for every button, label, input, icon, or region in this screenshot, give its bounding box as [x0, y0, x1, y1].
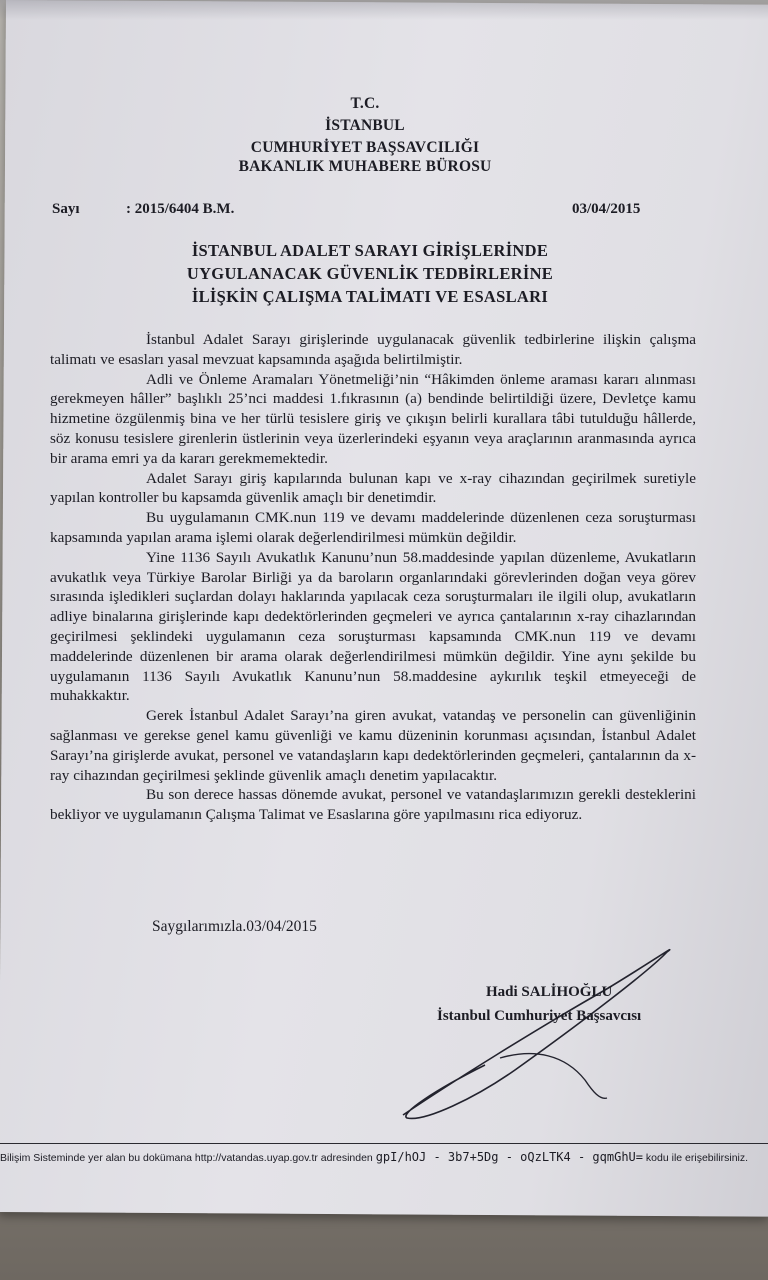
- closing-salutation: Saygılarımızla.03/04/2015: [152, 918, 317, 935]
- document-body: [50, 330, 696, 825]
- header-city: İSTANBUL: [325, 117, 405, 134]
- body-paragraph: Yine 1136 Sayılı Avukatlık Kanunu’nun 58.maddesinde yapılan düzenleme, Avukatların avukatlık veya Türkiye Barolar Birliği ya da baroların organlarındaki görevlerinden doğan veya görev sırasında işledikleri suçlardan dolayı haklarında yapılacak ceza soruşturmaları ile ilgili olup, avukatların adliye binalarına girişlerinde kapı dedektörlerinden geçmeleri ve ayrıca çantalarının x-ray cihazlarından geçirilmesi şeklindeki uygulamanın ceza soruşturması kapsamında CMK.nun 119 ve devamı maddelerinde düzenlenen bir arama olarak değerlendirilmesi mümkün değildir. Yine aynı şekilde bu uygulamanın 1136 Sayılı Avukatlık Kanunu’nun 58.maddesine aykırılık teşkil etmeyeceği de muhakkaktır.: [50, 548, 696, 705]
- header-office: CUMHURİYET BAŞSAVCILIĞI: [250, 139, 480, 156]
- document-date: 03/04/2015: [572, 201, 641, 217]
- header-bureau: BAKANLIK MUHABERE BÜROSU: [238, 158, 492, 175]
- signatory-name: Hadi SALİHOĞLU: [486, 984, 613, 1000]
- footer-divider: [0, 1143, 768, 1144]
- footer-verification: [0, 1150, 768, 1180]
- sayi-label: Sayı: [52, 201, 80, 217]
- signatory-title: İstanbul Cumhuriyet Başsavcısı: [437, 1008, 642, 1024]
- document-title-line-1: İSTANBUL ADALET SARAYI GİRİŞLERİNDE: [191, 241, 549, 260]
- body-paragraph: Adli ve Önleme Aramaları Yönetmeliği’nin “Hâkimden önleme araması kararı alınması gerekmeyen hâller” başlıklı 25’nci maddesi 1.fıkrasının (a) bendinde belirtildiği üzere, Devletçe kamu hizmetine özgülenmiş bina ve her türlü tesislere giriş ve çıkışın belirli kurallara tâbi tutulduğu hâllerde, söz konusu tesislere girenlerin üstlerinin veya üzerlerindeki eşyanın veya araçlarının aranmasında ayrıca bir arama emri ya da kararı gerekmemektedir.: [50, 370, 696, 467]
- footer-prefix: Bilişim Sisteminde yer alan bu dokümana http://vatandas.uyap.gov.tr adresinden: [0, 1152, 373, 1164]
- header-tc: T.C.: [350, 95, 380, 112]
- body-paragraph: İstanbul Adalet Sarayı girişlerinde uygulanacak güvenlik tedbirlerine ilişkin çalışma talimatı ve esasları yasal mevzuat kapsamında aşağıda belirtilmiştir.: [50, 331, 696, 368]
- document-title-line-2: UYGULANACAK GÜVENLİK TEDBİRLERİNE: [186, 264, 554, 283]
- handwritten-signature: [395, 930, 685, 1130]
- body-paragraph: Bu son derece hassas dönemde avukat, personel ve vatandaşlarımızın gerekli desteklerini bekliyor ve uygulamanın Çalışma Talimat ve Esaslarına göre yapılmasını rica ediyoruz.: [50, 786, 696, 824]
- sayi-value: : 2015/6404 B.M.: [126, 201, 235, 217]
- body-paragraph: Gerek İstanbul Adalet Sarayı’na giren avukat, vatandaş ve personelin can güvenliğinin sağlanması ve gerekse genel kamu güvenliği ve kamu düzeninin korunması açısından, İstanbul Adalet Sarayı’na girişlerde avukat, personel ve vatandaşların kapı dedektörlerinden geçmeleri, çantalarının da x-ray cihazından geçirilmesi şeklinde güvenlik amaçlı denetim yapılacaktır.: [50, 707, 696, 784]
- footer-verification-code: gpI/hOJ - 3b7+5Dg - oQzLTK4 - gqmGhU=: [375, 1150, 643, 1164]
- document-title-line-3: İLİŞKİN ÇALIŞMA TALİMATI VE ESASLARI: [191, 287, 549, 306]
- footer-suffix: kodu ile erişebilirsiniz.: [645, 1152, 749, 1164]
- body-paragraph: Adalet Sarayı giriş kapılarında bulunan kapı ve x-ray cihazından geçirilmek suretiyle yapılan kontroller bu kapsamda güvenlik amaçlı bir denetimdir.: [50, 469, 696, 507]
- body-paragraph: Bu uygulamanın CMK.nun 119 ve devamı maddelerinde düzenlenen ceza soruşturması kapsamında yapılan arama işlemi olarak değerlendirilmesi mümkün değildir.: [50, 509, 696, 546]
